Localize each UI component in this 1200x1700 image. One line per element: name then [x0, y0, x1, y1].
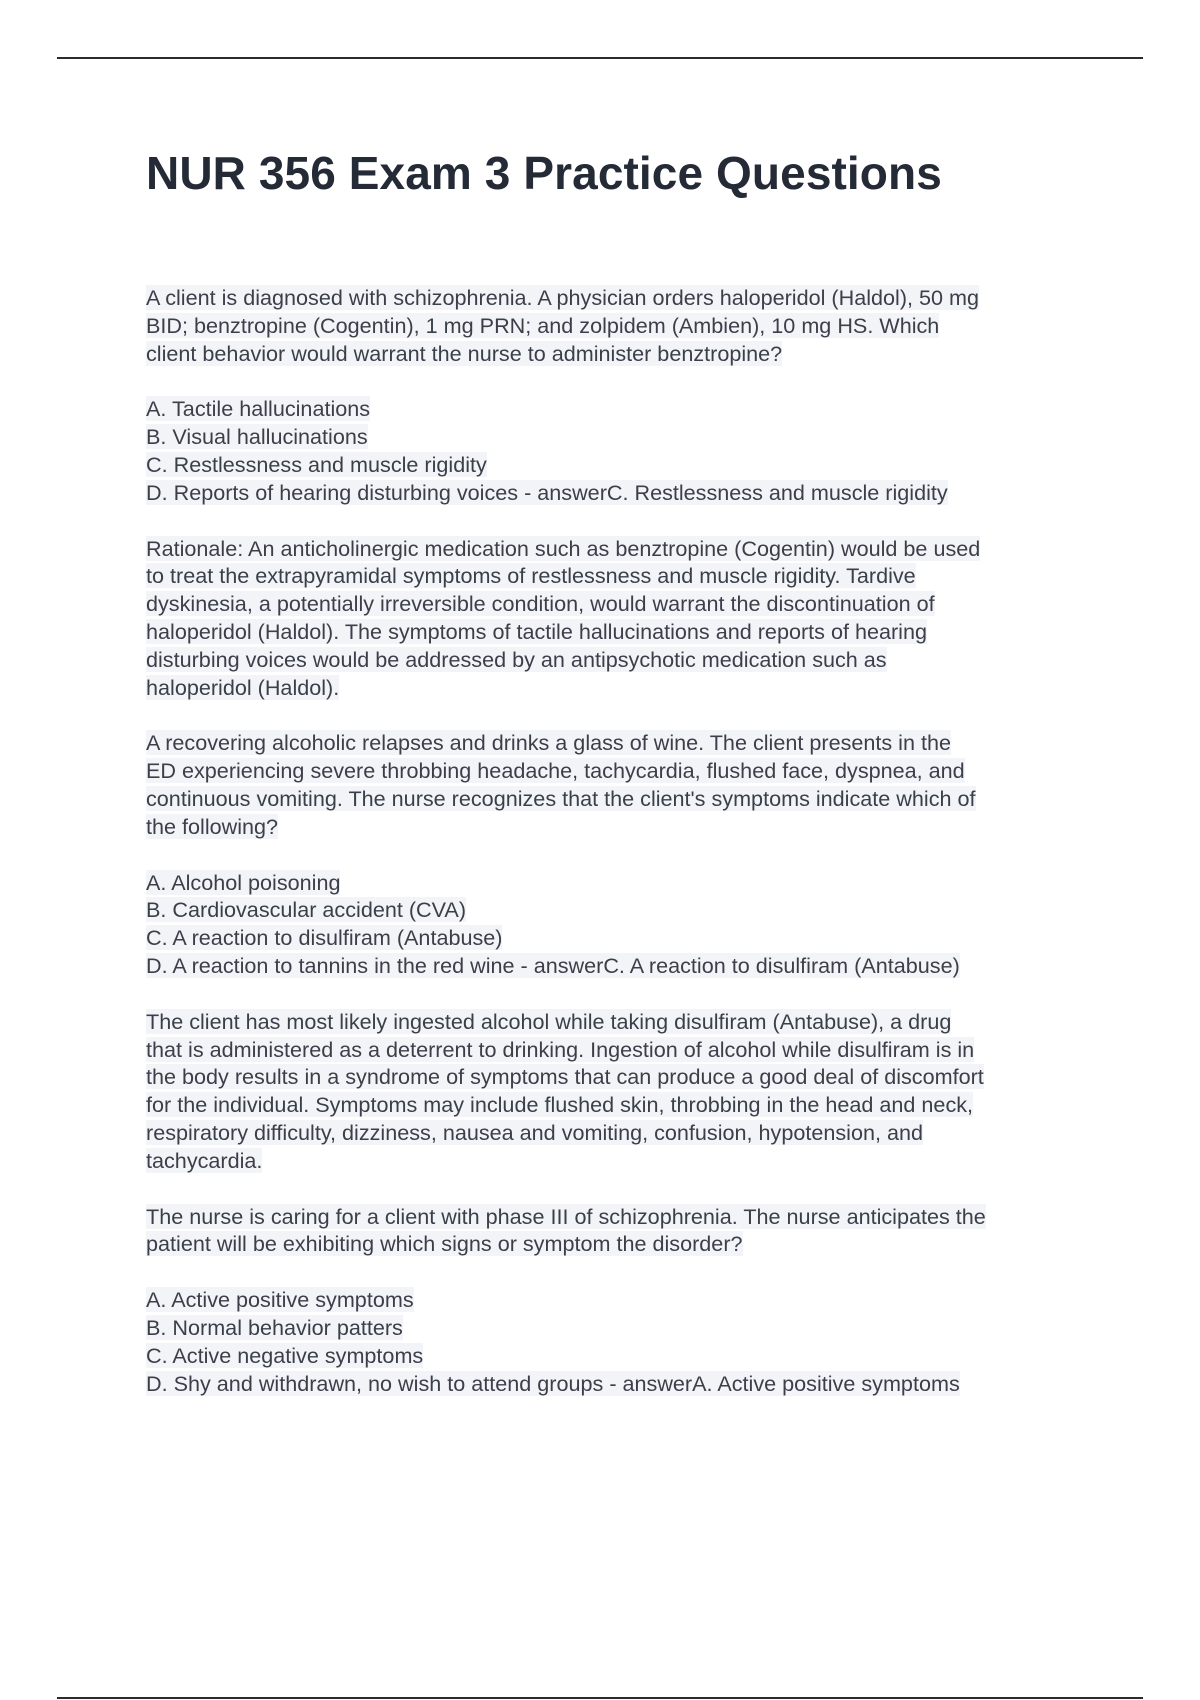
question-2-rationale-text: The client has most likely ingested alcohol while taking disulfiram (Antabuse), a drug that is administered as a deterrent to drinking. Ingestion of alcohol while disulfiram is in the body results in a syndrome of symptoms that can produce a good deal of discomfort for the individual. Symptoms may include flushed skin, throbbing in the head and neck, respiratory difficulty, dizziness, nausea and vomiting, confusion, hypotension, and tachycardia. — [146, 1008, 984, 1173]
document-body — [146, 284, 1096, 1425]
question-2-options — [146, 869, 1096, 980]
question-2 — [146, 729, 1096, 840]
question-1 — [146, 284, 1096, 367]
question-2-options-text: A. Alcohol poisoning B. Cardiovascular accident (CVA) C. A reaction to disulfiram (Antabuse) D. A reaction to tannins in the red wine - answerC. A reaction to disulfiram (Antabuse) — [146, 869, 960, 978]
question-1-text: A client is diagnosed with schizophrenia. A physician orders haloperidol (Haldol), 50 mg BID; benztropine (Cogentin), 1 mg PRN; and zolpidem (Ambien), 10 mg HS. Which client behavior would warrant the nurse to administer benztropine? — [146, 285, 980, 366]
question-1-options — [146, 395, 1096, 506]
question-1-rationale-text: Rationale: An anticholinergic medication such as benztropine (Cogentin) would be used to treat the extrapyramidal symptoms of restlessness and muscle rigidity. Tardive dyskinesia, a potentially irreversible condition, would warrant the discontinuation of haloperidol (Haldol). The symptoms of tactile hallucinations and reports of hearing disturbing voices would be addressed by an antipsychotic medication such as haloperidol (Haldol). — [146, 535, 981, 700]
question-2-rationale — [146, 1008, 1096, 1175]
top-rule — [57, 57, 1143, 59]
question-1-rationale — [146, 535, 1096, 702]
question-1-options-text: A. Tactile hallucinations B. Visual hallucinations C. Restlessness and muscle rigidity D. Reports of hearing disturbing voices - answerC. Restlessness and muscle rigidity — [146, 396, 948, 505]
question-3 — [146, 1203, 1096, 1259]
question-3-text: The nurse is caring for a client with phase III of schizophrenia. The nurse anticipates the patient will be exhibiting which signs or symptom the disorder? — [146, 1203, 986, 1257]
document-title: NUR 356 Exam 3 Practice Questions — [146, 147, 942, 199]
bottom-rule — [57, 1697, 1143, 1699]
question-2-text: A recovering alcoholic relapses and drinks a glass of wine. The client presents in the ED experiencing severe throbbing headache, tachycardia, flushed face, dyspnea, and continuous vomiting. The nurse recognizes that the client's symptoms indicate which of the following? — [146, 730, 976, 839]
question-3-options-text: A. Active positive symptoms B. Normal behavior patters C. Active negative symptoms D. Shy and withdrawn, no wish to attend groups - answerA. Active positive symptoms — [146, 1287, 960, 1396]
question-3-options — [146, 1286, 1096, 1397]
